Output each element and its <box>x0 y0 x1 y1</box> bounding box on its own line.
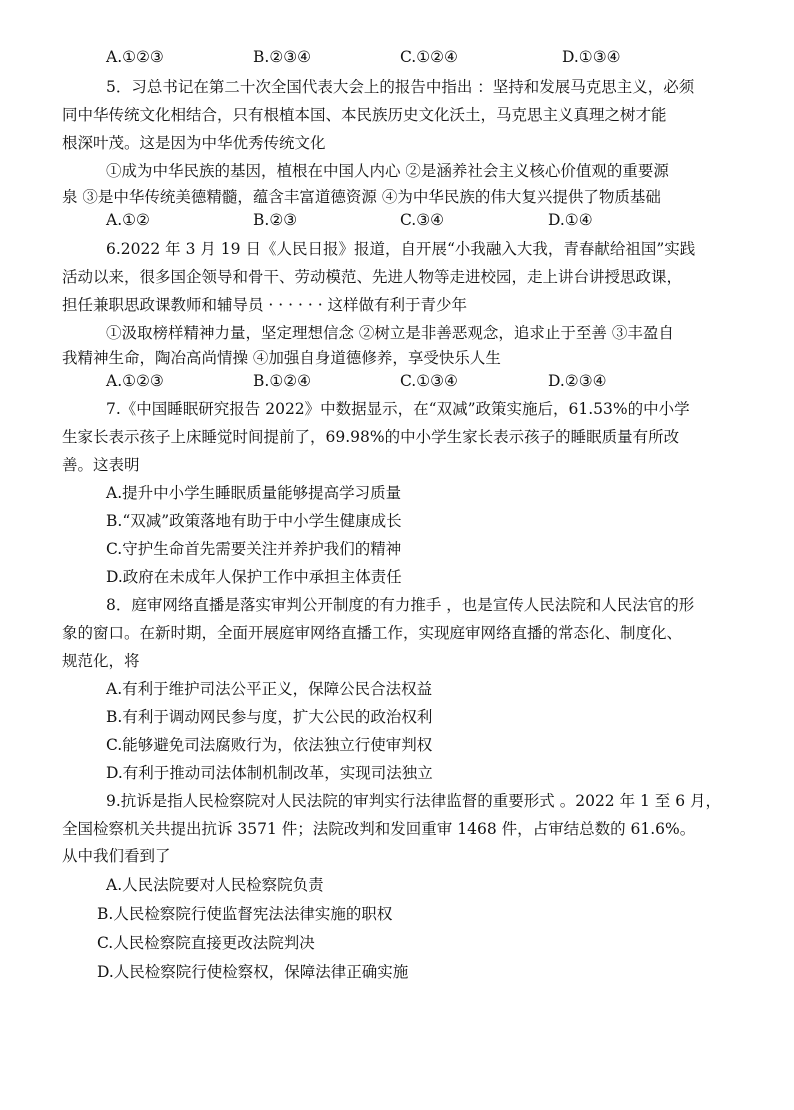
q6-statement-line-1: ①汲取榜样精神力量，坚定理想信念 ②树立是非善恶观念，追求止于至善 ③丰盈自 <box>106 324 674 342</box>
q7-stem-line-3: 善。这表明 <box>62 456 140 474</box>
q5-options <box>106 209 593 231</box>
q7-option-a[interactable]: A.提升中小学生睡眠质量能够提高学习质量 <box>106 484 402 502</box>
q4-option-b[interactable]: B.②③④ <box>253 48 312 66</box>
q5-option-a[interactable]: A.①② <box>106 211 150 229</box>
q9-option-c[interactable]: C.人民检察院直接更改法院判决 <box>97 934 315 952</box>
q7-option-d[interactable]: D.政府在未成年人保护工作中承担主体责任 <box>106 568 402 586</box>
q8-stem-line-1: 8．庭审网络直播是落实审判公开制度的有力推手 ，也是宣传人民法院和人民法官的形 <box>106 596 695 614</box>
q4-options <box>106 46 621 68</box>
q9-stem-line-1: 9.抗诉是指人民检察院对人民法院的审判实行法律监督的重要形式 。2022 年 1 至 6 月， <box>106 792 722 810</box>
q8-stem-line-2: 象的窗口。在新时期，全面开展庭审网络直播工作，实现庭审网络直播的常态化、制度化、 <box>62 624 683 642</box>
q7-option-c[interactable]: C.守护生命首先需要关注并养护我们的精神 <box>106 540 402 558</box>
q5-statement-line-1: ①成为中华民族的基因，植根在中国人内心 ②是涵养社会主义核心价值观的重要源 <box>106 162 669 180</box>
q5-stem-line-2: 同中华传统文化相结合，只有根植本国、本民族历史文化沃土，马克思主义真理之树才能 <box>62 106 667 124</box>
q4-option-a[interactable]: A.①②③ <box>106 48 164 66</box>
q6-stem-line-3: 担任兼职思政课教师和辅导员 · · · · · · 这样做有利于青少年 <box>62 296 468 314</box>
q8-option-a[interactable]: A.有利于维护司法公平正义，保障公民合法权益 <box>106 680 433 698</box>
q7-stem-line-2: 生家长表示孩子上床睡觉时间提前了，69.98%的中小学生家长表示孩子的睡眠质量有所改 <box>62 428 680 446</box>
q6-option-c[interactable]: C.①③④ <box>400 372 458 390</box>
q6-option-d[interactable]: D.②③④ <box>548 372 607 390</box>
q4-option-d[interactable]: D.①③④ <box>562 48 621 66</box>
q6-option-a[interactable]: A.①②③ <box>106 372 164 390</box>
q6-options <box>106 370 607 392</box>
q9-option-b[interactable]: B.人民检察院行使监督宪法法律实施的职权 <box>97 905 393 923</box>
q9-option-d[interactable]: D.人民检察院行使检察权，保障法律正确实施 <box>97 963 409 981</box>
q5-option-c[interactable]: C.③④ <box>400 211 445 229</box>
q6-stem-line-2: 活动以来，很多国企领导和骨干、劳动模范、先进人物等走进校园，走上讲台讲授思政课， <box>62 268 683 286</box>
q9-option-a[interactable]: A.人民法院要对人民检察院负责 <box>106 876 324 894</box>
q7-option-b[interactable]: B.“双减”政策落地有助于中小学生健康成长 <box>106 512 402 530</box>
q7-stem-line-1: 7.《中国睡眠研究报告 2022》中数据显示，在“双减”政策实施后，61.53%的中小学 <box>106 400 690 418</box>
q5-stem-line-1: 5．习总书记在第二十次全国代表大会上的报告中指出 ：坚持和发展马克思主义，必须 <box>106 78 695 96</box>
q5-stem-line-3: 根深叶茂。这是因为中华优秀传统文化 <box>62 134 326 152</box>
q5-statement-line-2: 泉 ③是中华传统美德精髓，蕴含丰富道德资源 ④为中华民族的伟大复兴提供了物质基础 <box>62 188 661 206</box>
q4-option-c[interactable]: C.①②④ <box>400 48 458 66</box>
q6-option-b[interactable]: B.①②④ <box>253 372 312 390</box>
q5-option-b[interactable]: B.②③ <box>253 211 298 229</box>
q9-stem-line-2: 全国检察机关共提出抗诉 3571 件；法院改判和发回重审 1468 件，占审结总数的 61.6%。 <box>62 820 696 838</box>
q6-statement-line-2: 我精神生命，陶冶高尚情操 ④加强自身道德修养，享受快乐人生 <box>62 349 501 367</box>
q6-stem-line-1: 6.2022 年 3 月 19 日《人民日报》报道，自开展“小我融入大我，青春献给祖国”实践 <box>106 240 696 258</box>
q8-option-d[interactable]: D.有利于推动司法体制机制改革，实现司法独立 <box>106 764 433 782</box>
q9-stem-line-3: 从中我们看到了 <box>62 847 171 865</box>
q8-stem-line-3: 规范化，将 <box>62 652 140 670</box>
q8-option-b[interactable]: B.有利于调动网民参与度，扩大公民的政治权利 <box>106 708 433 726</box>
q5-option-d[interactable]: D.①④ <box>548 211 593 229</box>
q8-option-c[interactable]: C.能够避免司法腐败行为，依法独立行使审判权 <box>106 736 433 754</box>
